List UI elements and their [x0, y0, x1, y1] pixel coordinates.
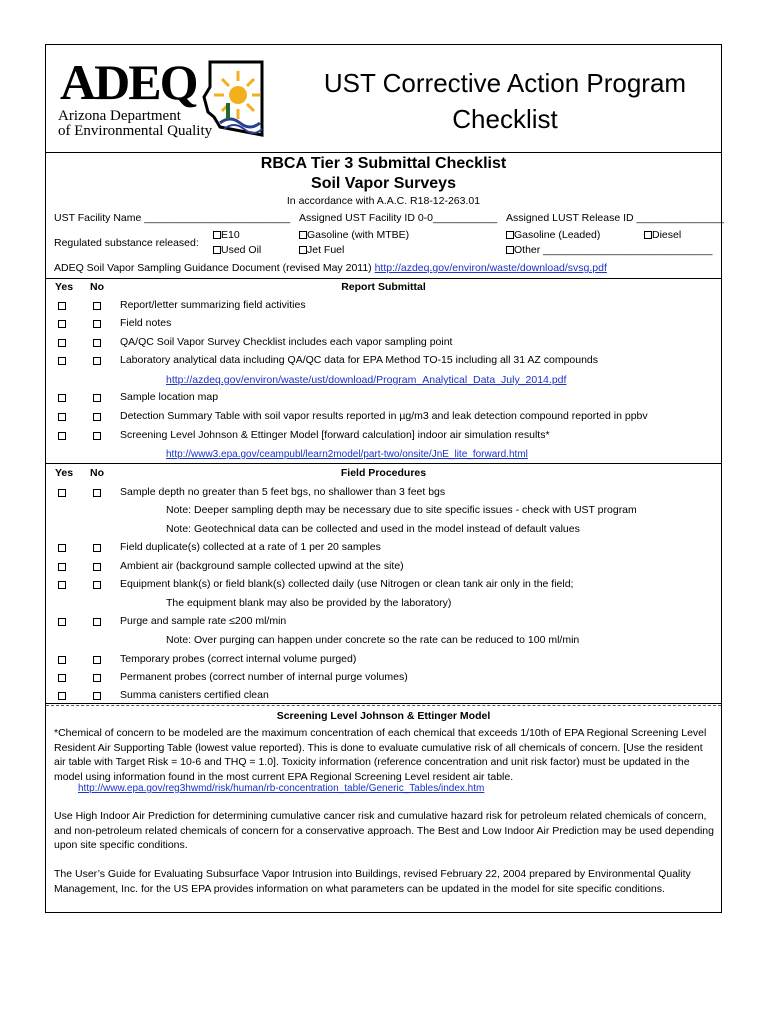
field-item: [46, 486, 721, 504]
no-checkbox[interactable]: [93, 692, 101, 700]
field-item-text: Purge and sample rate ≤200 ml/min: [120, 615, 287, 627]
yes-checkbox[interactable]: [58, 656, 66, 664]
sub-title-2: Soil Vapor Surveys: [311, 175, 456, 192]
field-note: Note: Deeper sampling depth may be necessary due to site specific issues - check with UST program: [166, 504, 637, 516]
gasoline-mtbe-checkbox[interactable]: [299, 231, 307, 239]
report-no-header: No: [90, 281, 104, 293]
no-checkbox[interactable]: [93, 674, 101, 682]
facility-name-field[interactable]: UST Facility Name _________________________: [54, 212, 291, 224]
title-line-2: Checklist: [452, 104, 558, 134]
jne-model-link[interactable]: http://www3.epa.gov/ceampubl/learn2model/part-two/onsite/JnE_lite_forward.html: [166, 449, 528, 460]
other-label: Other _____________________________: [514, 244, 713, 256]
report-heading: Report Submittal: [341, 281, 426, 293]
title-line-1: UST Corrective Action Program: [323, 68, 687, 98]
logo-subtitle-2: of Environmental Quality: [58, 123, 213, 139]
gasoline-mtbe-option[interactable]: [299, 229, 409, 241]
report-item: [46, 410, 721, 428]
logo-text: ADEQ: [60, 54, 197, 110]
report-item: [46, 317, 721, 335]
no-checkbox[interactable]: [93, 489, 101, 497]
logo-subtitle-1: Arizona Department: [58, 108, 181, 124]
checklist-frame: [45, 44, 725, 913]
field-item-text: Field duplicate(s) collected at a rate of 1 per 20 samples: [120, 541, 381, 553]
yes-checkbox[interactable]: [58, 432, 66, 440]
e10-checkbox[interactable]: [213, 231, 221, 239]
gasoline-leaded-option[interactable]: [506, 229, 600, 241]
other-option[interactable]: [506, 244, 713, 256]
accordance-text: In accordance with A.A.C. R18-12-263.01: [286, 195, 481, 207]
yes-checkbox[interactable]: [58, 489, 66, 497]
field-note: Note: Geotechnical data can be collected and used in the model instead of default values: [166, 523, 580, 535]
facility-id-field[interactable]: Assigned UST Facility ID 0-0___________: [299, 212, 498, 224]
report-item: [46, 299, 721, 317]
field-item-text: Summa canisters certified clean: [120, 689, 269, 701]
field-yes-header: Yes: [55, 467, 74, 479]
report-item-text: Detection Summary Table with soil vapor results reported in µg/m3 and leak detection compound reported in ppbv: [120, 410, 648, 422]
yes-checkbox[interactable]: [58, 674, 66, 682]
report-item-text: Report/letter summarizing field activities: [120, 299, 306, 311]
no-checkbox[interactable]: [93, 656, 101, 664]
report-item: [46, 336, 721, 354]
diesel-checkbox[interactable]: [644, 231, 652, 239]
rsl-tables-link[interactable]: http://www.epa.gov/reg3hwmd/risk/human/rb-concentration_table/Generic_Tables/index.htm: [78, 783, 485, 794]
report-item-text: Field notes: [120, 317, 172, 329]
jet-fuel-option[interactable]: [299, 244, 344, 256]
other-checkbox[interactable]: [506, 246, 514, 254]
field-item-text: Temporary probes (correct internal volume purged): [120, 653, 357, 665]
lust-release-field[interactable]: Assigned LUST Release ID _______________: [506, 212, 725, 224]
yes-checkbox[interactable]: [58, 692, 66, 700]
report-item: [46, 429, 721, 447]
no-checkbox[interactable]: [93, 394, 101, 402]
used-oil-option[interactable]: [213, 244, 261, 256]
field-item: [46, 560, 721, 578]
no-checkbox[interactable]: [93, 563, 101, 571]
no-checkbox[interactable]: [93, 432, 101, 440]
diesel-option[interactable]: [644, 229, 681, 241]
yes-checkbox[interactable]: [58, 563, 66, 571]
report-item: [46, 354, 721, 372]
no-checkbox[interactable]: [93, 544, 101, 552]
field-item: [46, 615, 721, 633]
yes-checkbox[interactable]: [58, 544, 66, 552]
screening-heading: Screening Level Johnson & Ettinger Model: [276, 710, 491, 722]
guidance-line: [54, 262, 607, 274]
gasoline-leaded-checkbox[interactable]: [506, 231, 514, 239]
gasoline-leaded-label: Gasoline (Leaded): [514, 229, 601, 241]
gasoline-mtbe-label: Gasoline (with MTBE): [307, 229, 410, 241]
yes-checkbox[interactable]: [58, 357, 66, 365]
used-oil-checkbox[interactable]: [213, 246, 221, 254]
field-no-header: No: [90, 467, 104, 479]
screening-paragraph-2: Use High Indoor Air Prediction for determining cumulative cancer risk and cumulative hazard risk for petroleum related chemicals of concern, and non-petroleum related chemicals of concern for a conservative approach. The Best and Low Indoor Air Prediction may be used depending upon site specific conditions.: [54, 810, 714, 851]
report-item-text: Screening Level Johnson & Ettinger Model [forward calculation] indoor air simulation results*: [120, 429, 550, 441]
field-item-text: Permanent probes (correct number of internal purge volumes): [120, 671, 408, 683]
field-item: [46, 541, 721, 559]
yes-checkbox[interactable]: [58, 394, 66, 402]
field-note: The equipment blank may also be provided by the laboratory): [166, 597, 452, 609]
report-item-text: Laboratory analytical data including QA/QC data for EPA Method TO-15 including all 31 AZ compounds: [120, 354, 599, 366]
jet-fuel-checkbox[interactable]: [299, 246, 307, 254]
report-item: [46, 391, 721, 409]
screening-paragraph-1: *Chemical of concern to be modeled are the maximum concentration of each chemical that exceeds 1/10th of EPA Regional Screening Level Resident Air Supporting Table (lowest value reported). This is done to evaluate cumulative risk of all chemicals of concern. [Use the resident air table with Target Risk = 10-6 and THQ = 1.0]. Toxicity information (reference concentration and unit risk factor) must be updated in the model using information found in the most current EPA Regional Screening Level resident air table.: [54, 727, 707, 783]
yes-checkbox[interactable]: [58, 302, 66, 310]
used-oil-label: Used Oil: [221, 244, 262, 256]
field-item: [46, 578, 721, 596]
yes-checkbox[interactable]: [58, 581, 66, 589]
guidance-link[interactable]: http://azdeq.gov/environ/waste/download/svsg.pdf: [374, 262, 607, 274]
yes-checkbox[interactable]: [58, 413, 66, 421]
no-checkbox[interactable]: [93, 302, 101, 310]
field-item: [46, 671, 721, 689]
sub-title-1: RBCA Tier 3 Submittal Checklist: [260, 155, 507, 172]
report-item-text: Sample location map: [120, 391, 219, 403]
yes-checkbox[interactable]: [58, 339, 66, 347]
no-checkbox[interactable]: [93, 413, 101, 421]
report-yes-header: Yes: [55, 281, 74, 293]
regulated-label: Regulated substance released:: [54, 237, 199, 249]
field-heading: Field Procedures: [340, 467, 427, 479]
no-checkbox[interactable]: [93, 320, 101, 328]
no-checkbox[interactable]: [93, 357, 101, 365]
screening-paragraph-3: The User’s Guide for Evaluating Subsurface Vapor Intrusion into Buildings, revised February 22, 2004 prepared by Environmental Quality Management, Inc. for the US EPA provides information on what parameters can be updated in the model for site specific conditions.: [54, 868, 691, 895]
field-item-text: Equipment blank(s) or field blank(s) collected daily (use Nitrogen or clean tank air only in the field;: [120, 578, 574, 590]
yes-checkbox[interactable]: [58, 320, 66, 328]
no-checkbox[interactable]: [93, 339, 101, 347]
field-note: Note: Over purging can happen under concrete so the rate can be reduced to 100 ml/min: [166, 634, 580, 646]
field-item: [46, 653, 721, 671]
no-checkbox[interactable]: [93, 618, 101, 626]
analytical-data-link[interactable]: http://azdeq.gov/environ/waste/ust/download/Program_Analytical_Data_July_2014.pdf: [166, 374, 567, 386]
field-item-text: Sample depth no greater than 5 feet bgs, no shallower than 3 feet bgs: [120, 486, 446, 498]
report-item-text: QA/QC Soil Vapor Survey Checklist includes each vapor sampling point: [120, 336, 453, 348]
e10-option[interactable]: [213, 229, 240, 241]
field-item-text: Ambient air (background sample collected upwind at the site): [120, 560, 404, 572]
diesel-label: Diesel: [652, 229, 682, 241]
yes-checkbox[interactable]: [58, 618, 66, 626]
jet-fuel-label: Jet Fuel: [307, 244, 345, 256]
guidance-text: ADEQ Soil Vapor Sampling Guidance Document (revised May 2011): [54, 262, 375, 274]
no-checkbox[interactable]: [93, 581, 101, 589]
e10-label: E10: [221, 229, 240, 241]
